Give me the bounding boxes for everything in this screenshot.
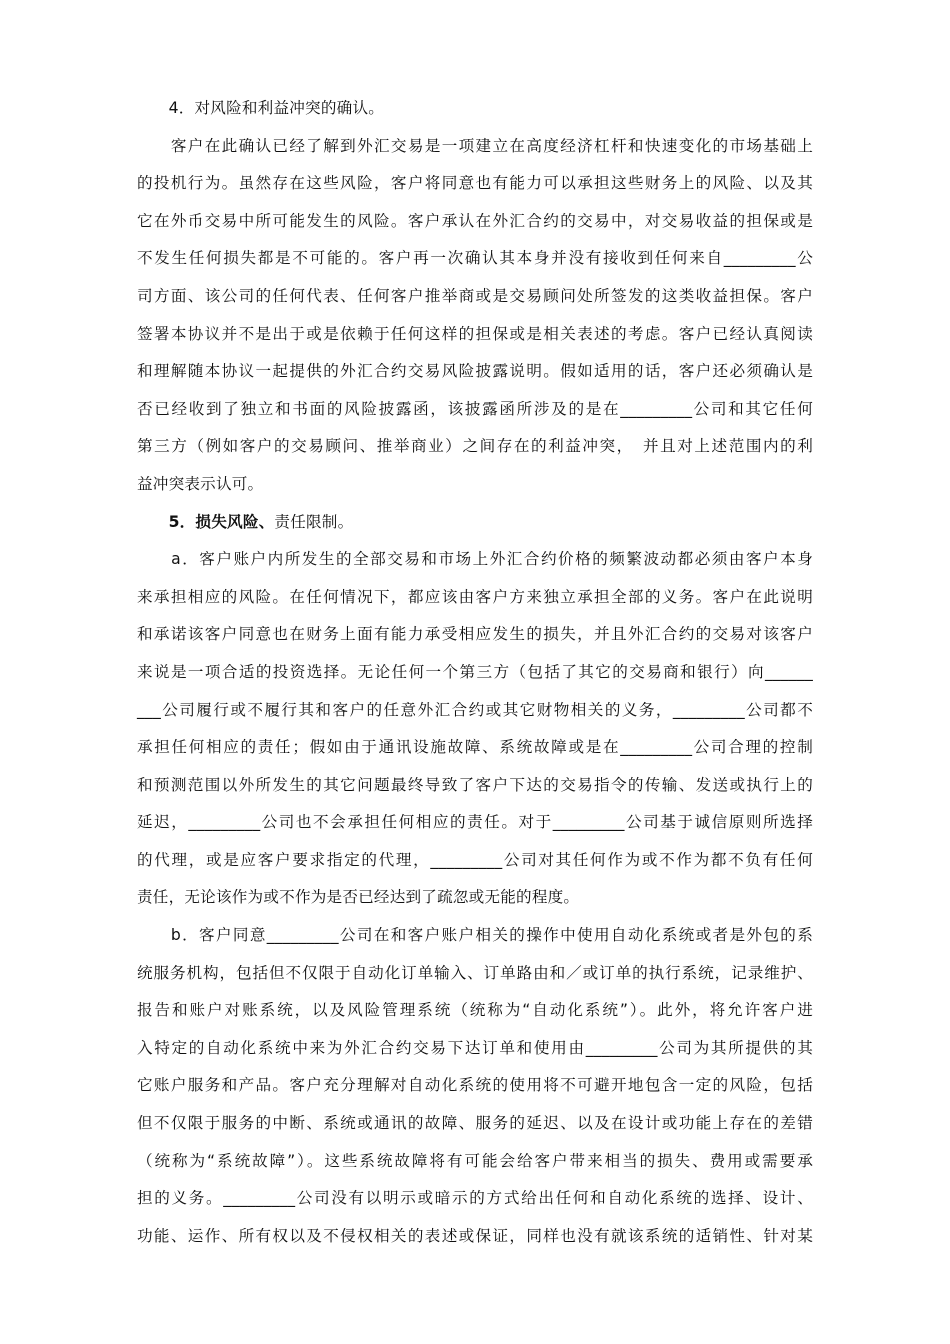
paragraph-line: 和承诺该客户同意也在财务上面有能力承受相应发生的损失，并且外汇合约的交易对该客户 [137, 625, 813, 644]
paragraph-line: 和理解随本协议一起提供的外汇合约交易风险披露说明。假如适用的话，客户还必须确认是 [137, 362, 813, 381]
paragraph-line: 不发生任何损失都是不可能的。客户再一次确认其本身并没有接收到任何来自_________公 [137, 249, 813, 268]
paragraph-line: 来说是一项合适的投资选择。无论任何一个第三方（包括了其它的交易商和银行）向______ [137, 662, 813, 681]
paragraph-line: 责任，无论该作为或不作为是否已经达到了疏忽或无能的程度。 [137, 888, 580, 907]
section-5-heading [137, 510, 813, 548]
paragraph-line: 功能、运作、所有权以及不侵权相关的表述或保证，同样也没有就该系统的适销性、针对某 [137, 1226, 813, 1245]
paragraph-line: 签署本协议并不是出于或是依赖于任何这样的担保或是相关表述的考虑。客户已经认真阅读 [137, 324, 813, 343]
paragraph-line: （统称为“系统故障”）。这些系统故障将有可能会给客户带来相当的损失、费用或需要承 [137, 1151, 813, 1170]
paragraph-line: 统服务机构，包括但不仅限于自动化订单输入、订单路由和／或订单的执行系统，记录维护、 [137, 963, 813, 982]
document-page [137, 96, 813, 1261]
paragraph-line: 但不仅限于服务的中断、系统或通讯的故障、服务的延迟、以及在设计或功能上存在的差错 [137, 1114, 813, 1133]
paragraph-line: 第三方（例如客户的交易顾问、推举商业）之间存在的利益冲突， 并且对上述范围内的利 [137, 437, 813, 456]
paragraph-line: 报告和账户对账系统，以及风险管理系统（统称为“自动化系统”）。此外，将允许客户进 [137, 1001, 813, 1020]
paragraph-line: 入特定的自动化系统中来为外汇合约交易下达订单和使用由_________公司为其所提供的其 [137, 1038, 813, 1057]
paragraph-line: a．客户账户内所发生的全部交易和市场上外汇合约价格的频繁波动都必须由客户本身 [137, 550, 813, 569]
paragraph-line: 的代理，或是应客户要求指定的代理，_________公司对其任何作为或不作为都不负有任何 [137, 850, 813, 869]
paragraph-line: 承担任何相应的责任；假如由于通讯设施故障、系统故障或是在_________公司合理的控制 [137, 738, 813, 757]
paragraph-line: 益冲突表示认可。 [137, 474, 264, 493]
paragraph-line: 的投机行为。虽然存在这些风险，客户将同意也有能力可以承担这些财务上的风险、以及其 [137, 174, 813, 193]
paragraph-line: 来承担相应的风险。在任何情况下，都应该由客户方来独立承担全部的义务。客户在此说明 [137, 587, 813, 606]
section-5-heading-bold: 5．损失风险、 [137, 512, 275, 531]
paragraph-line: 担的义务。_________公司没有以明示或暗示的方式给出任何和自动化系统的选择、设计、 [137, 1189, 813, 1208]
section-4-heading: 4．对风险和利益冲突的确认。 [137, 99, 385, 117]
paragraph-line: b．客户同意_________公司在和客户账户相关的操作中使用自动化系统或者是外包的系 [137, 926, 813, 945]
paragraph-line: 和预测范围以外所发生的其它问题最终导致了客户下达的交易指令的传输、发送或执行上的 [137, 775, 813, 794]
paragraph-line: 它在外币交易中所可能发生的风险。客户承认在外汇合约的交易中，对交易收益的担保或是 [137, 211, 813, 230]
paragraph-line: 延迟，_________公司也不会承担任何相应的责任。对于_________公司基于诚信原则所选择 [137, 813, 813, 832]
paragraph-line: ___公司履行或不履行其和客户的任意外汇合约或其它财物相关的义务，_________公司都不 [137, 700, 813, 719]
paragraph-line: 司方面、该公司的任何代表、任何客户推举商或是交易顾问处所签发的这类收益担保。客户 [137, 286, 813, 305]
paragraph-line: 客户在此确认已经了解到外汇交易是一项建立在高度经济杠杆和快速变化的市场基础上 [137, 136, 813, 155]
section-5-heading-rest: 责任限制。 [274, 512, 354, 531]
paragraph-line: 它账户服务和产品。客户充分理解对自动化系统的使用将不可避开地包含一定的风险，包括 [137, 1076, 813, 1095]
paragraph-line: 否已经收到了独立和书面的风险披露函，该披露函所涉及的是在_________公司和其它任何 [137, 399, 813, 418]
